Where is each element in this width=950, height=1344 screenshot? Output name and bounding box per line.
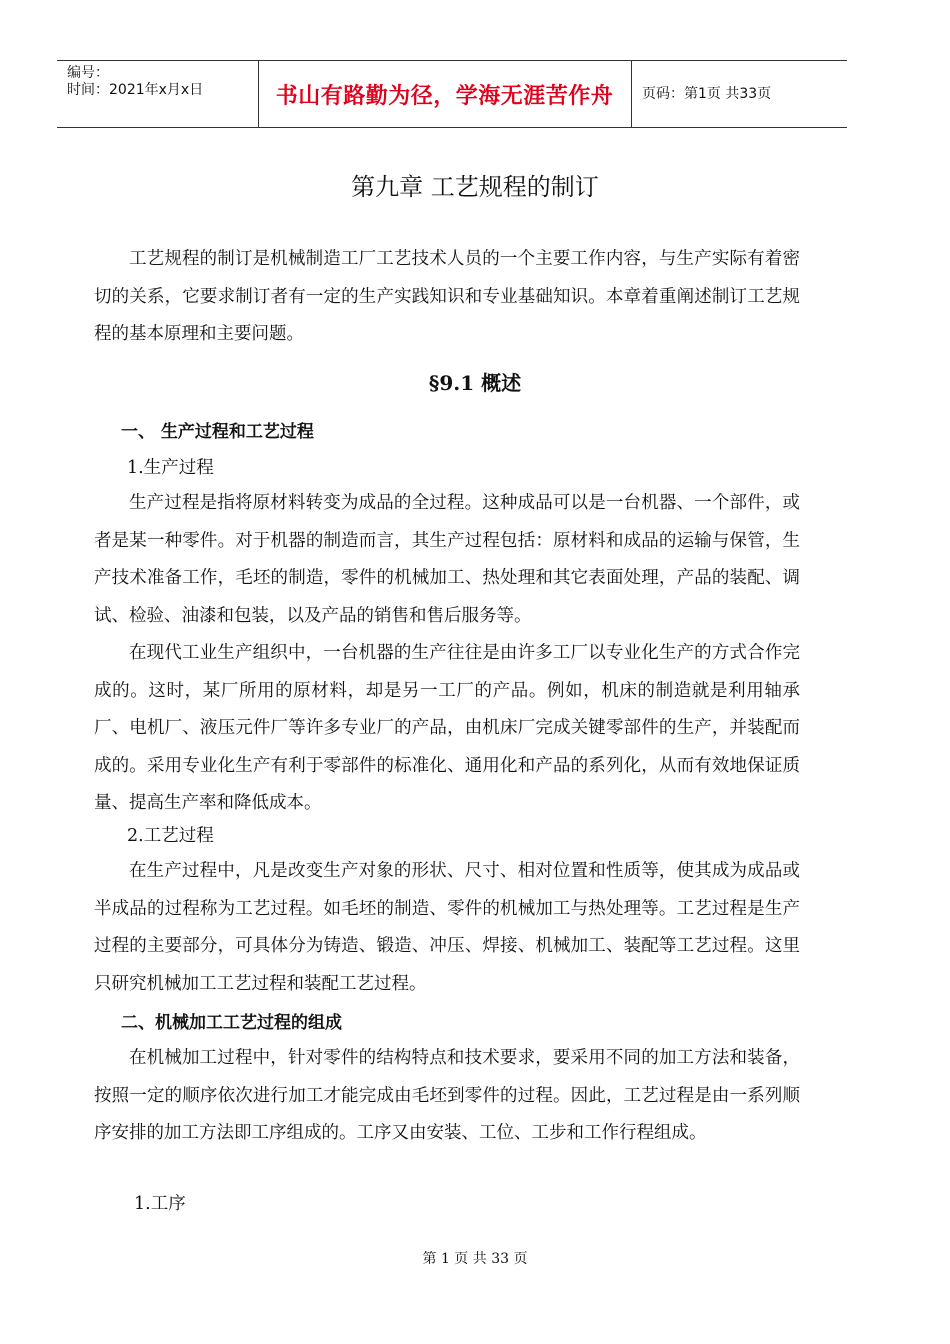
chapter-title: 第九章 工艺规程的制订 <box>351 173 599 201</box>
page-footer: 第 1 页 共 33 页 <box>422 1251 528 1267</box>
page-header <box>57 60 847 128</box>
paragraph-specialized-production: 在现代工业生产组织中，一台机器的生产往往是由许多工厂以专业化生产的方式合作完成的。这时，某厂所用的原材料，却是另一工厂的产品。例如，机床的制造就是利用轴承厂、电机厂、液压元件厂等许多专业厂的产品，由机床厂完成关键零部件的生产，并装配而成的。采用专业化生产有利于零部件的标准化、通用化和产品的系列化，从而有效地保证质量、提高生产率和降低成本。 <box>94 643 800 813</box>
header-page-cell <box>632 61 847 127</box>
intro-paragraph: 工艺规程的制订是机械制造工厂工艺技术人员的一个主要工作内容，与生产实际有着密切的关系，它要求制订者有一定的生产实践知识和专业基础知识。本章着重阐述制订工艺规程的基本原理和主要问题。 <box>94 249 800 344</box>
paragraph-machining-process: 在机械加工过程中，针对零件的结构特点和技术要求，要采用不同的加工方法和装备，按照一定的顺序依次进行加工才能完成由毛坯到零件的过程。因此，工艺过程是由一系列顺序安排的加工方法即工序组成的。工序又由安装、工位、工步和工作行程组成。 <box>94 1048 800 1143</box>
paragraph-technological-process: 在生产过程中，凡是改变生产对象的形状、尺寸、相对位置和性质等，使其成为成品或半成品的过程称为工艺过程。如毛坯的制造、零件的机械加工与热处理等。工艺过程是生产过程的主要部分，可具体分为铸造、锻造、冲压、焊接、机械加工、装配等工艺过程。这里只研究机械加工工艺过程和装配工艺过程。 <box>94 861 800 994</box>
time-label: 时间：2021年x月x日 <box>67 82 204 98</box>
serial-label: 编号： <box>67 65 109 81</box>
header-motto-cell <box>258 61 632 127</box>
page-code: 页码：第1页 共33页 <box>642 86 772 102</box>
header-left-cell <box>57 61 259 127</box>
motto-text: 书山有路勤为径，学海无涯苦作舟 <box>275 83 614 109</box>
heading-production-process: 一、 生产过程和工艺过程 <box>121 422 314 442</box>
subheading-production-process: 1.生产过程 <box>127 458 214 478</box>
subheading-operation: 1.工序 <box>134 1194 186 1214</box>
paragraph-production-process: 生产过程是指将原材料转变为成品的全过程。这种成品可以是一台机器、一个部件，或者是某一种零件。对于机器的制造而言，其生产过程包括：原材料和成品的运输与保管，生产技术准备工作，毛坯的制造，零件的机械加工、热处理和其它表面处理，产品的装配、调试、检验、油漆和包装，以及产品的销售和售后服务等。 <box>94 493 800 626</box>
subheading-technological-process: 2.工艺过程 <box>127 826 214 846</box>
heading-machining-process: 二、机械加工工艺过程的组成 <box>121 1013 342 1033</box>
section-title: §9.1 概述 <box>428 371 522 395</box>
